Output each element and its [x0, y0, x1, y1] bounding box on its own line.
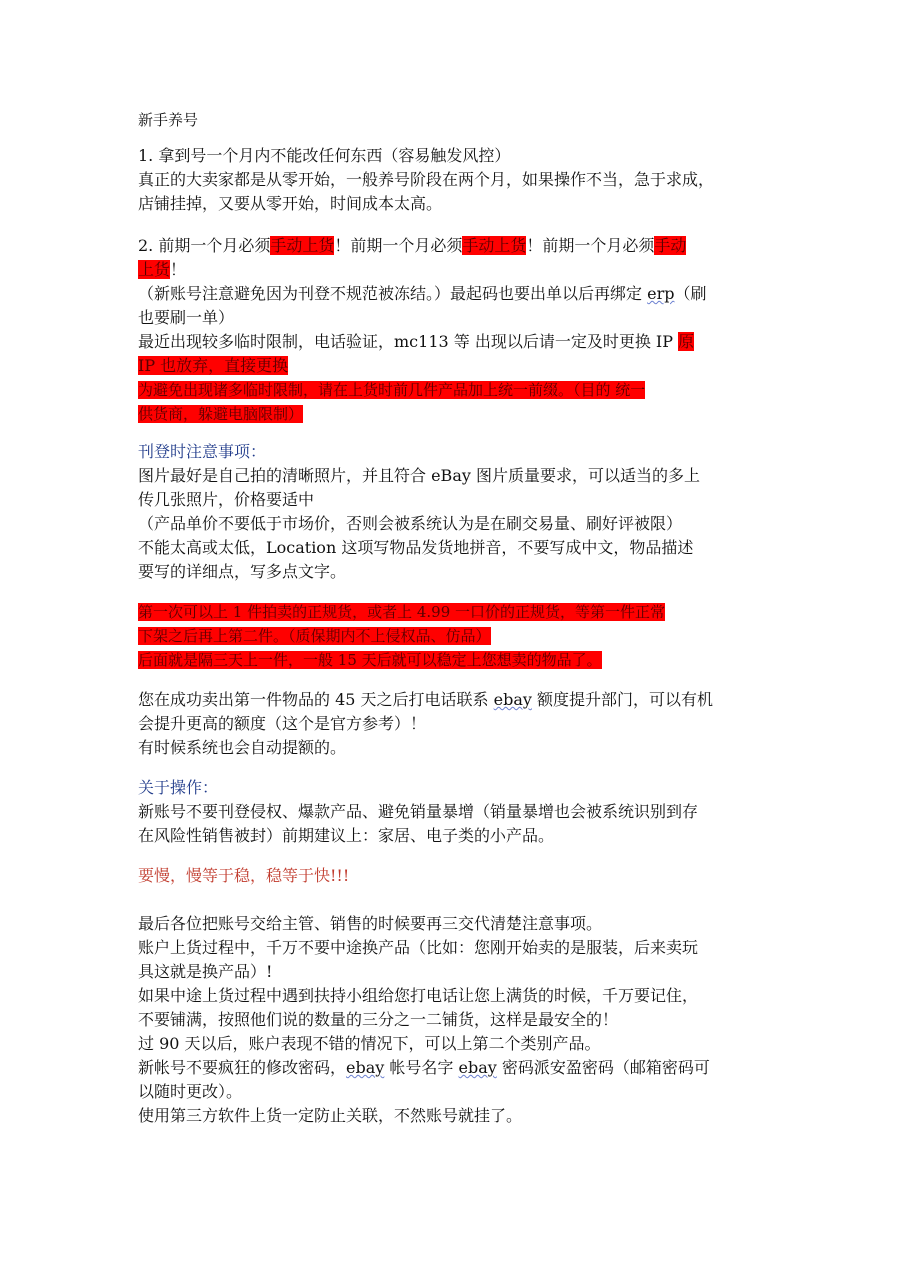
s2-line-7 [138, 378, 645, 402]
s4-line-1 [138, 600, 665, 624]
s7-line-6: 过 90 天以后，账户表现不错的情况下，可以上第二个类别产品。 [138, 1034, 601, 1053]
spell-underlined-word: ebay [493, 690, 532, 709]
highlight-manual-upload: 手动上货 [270, 236, 335, 255]
listing-tips-heading: 刊登时注意事项： [138, 442, 267, 461]
s2-line-1: 2. 前期一个月必须手动上货！前期一个月必须手动上货！前期一个月必须手动 [138, 236, 687, 255]
slogan: 要慢，慢等于稳，稳等于快!!! [138, 866, 350, 885]
s6-line-2: 在风险性销售被封）前期建议上：家居、电子类的小产品。 [138, 826, 555, 845]
s2-line-2: 上货！ [138, 260, 187, 279]
s3-line-4: 不能太高或太低，Location 这项写物品发货地拼音，不要写成中文，物品描述 [138, 538, 694, 557]
highlight-first-item-tip: 第一次可以上 1 件拍卖的正规货，或者上 4.99 一口价的正规货，等第一件正常 [138, 603, 666, 621]
s3-line-2: 传几张照片，价格要适中 [138, 490, 315, 509]
s5-line-1: 您在成功卖出第一件物品的 45 天之后打电话联系 ebay 额度提升部门，可以有机 [138, 690, 714, 709]
s3-line-5: 要写的详细点，写多点文字。 [138, 562, 347, 581]
operations-heading: 关于操作： [138, 778, 219, 797]
s2-line-4: 也要刷一单） [138, 308, 235, 327]
s4-line-3 [138, 648, 602, 672]
highlight-first-item-tip: 下架之后再上第二件。（质保期内不上侵权品、仿品） [138, 627, 491, 645]
highlight-manual-upload: 上货 [138, 260, 171, 279]
s7-line-5: 不要铺满，按照他们说的数量的三分之一二铺货，这样是最安全的！ [138, 1010, 619, 1029]
s1-line-1: 1. 拿到号一个月内不能改任何东西（容易触发风控） [138, 146, 511, 165]
s7-line-7: 新帐号不要疯狂的修改密码，ebay 帐号名字 ebay 密码派安盈密码（邮箱密码可 [138, 1058, 710, 1077]
spell-underlined-word: ebay [346, 1058, 385, 1077]
s2-line-8 [138, 402, 303, 426]
highlight-ip-warning: IP 也放弃，直接更换 [138, 356, 289, 375]
s4-line-2 [138, 624, 491, 648]
s7-line-4: 如果中途上货过程中遇到扶持小组给您打电话让您上满货的时候，千万要记住， [138, 986, 699, 1005]
s1-line-2: 真正的大卖家都是从零开始，一般养号阶段在两个月，如果操作不当，急于求成， [138, 170, 715, 189]
highlight-manual-upload: 手动 [654, 236, 687, 255]
s2-line-5: 最近出现较多临时限制，电话验证，mc113 等 出现以后请一定及时更换 IP 原 [138, 332, 695, 351]
s1-line-3: 店铺挂掉，又要从零开始，时间成本太高。 [138, 194, 443, 213]
doc-title: 新手养号 [138, 111, 199, 129]
s5-line-3: 有时候系统也会自动提额的。 [138, 738, 347, 757]
highlight-manual-upload: 手动上货 [462, 236, 527, 255]
s2-line-6 [138, 354, 288, 378]
s3-line-3: （产品单价不要低于市场价，否则会被系统认为是在刷交易量、刷好评被限） [138, 514, 683, 533]
s7-line-9: 使用第三方软件上货一定防止关联，不然账号就挂了。 [138, 1106, 523, 1125]
s7-line-8: 以随时更改）。 [138, 1082, 243, 1101]
highlight-first-item-tip: 后面就是隔三天上一件，一般 15 天后就可以稳定上您想卖的物品了。 [138, 651, 602, 669]
s3-line-1: 图片最好是自己拍的清晰照片，并且符合 eBay 图片质量要求，可以适当的多上 [138, 466, 700, 485]
spell-underlined-word: ebay [458, 1058, 497, 1077]
s7-line-2: 账户上货过程中，千万不要中途换产品（比如：您刚开始卖的是服装，后来卖玩 [138, 938, 699, 957]
highlight-prefix-tip: 供货商，躲避电脑限制） [138, 405, 304, 423]
spell-underlined-word: erp [647, 284, 675, 303]
highlight-prefix-tip: 为避免出现诸多临时限制，请在上货时前几件产品加上统一前缀。（目的 统一 [138, 381, 646, 399]
highlight-ip-warning: 原 [678, 332, 695, 351]
s5-line-2: 会提升更高的额度（这个是官方参考）！ [138, 714, 427, 733]
s6-line-1: 新账号不要刊登侵权、爆款产品、避免销量暴增（销量暴增也会被系统识别到存 [138, 802, 699, 821]
s7-line-3: 具这就是换产品）! [138, 962, 273, 981]
s2-line-3: （新账号注意避免因为刊登不规范被冻结。）最起码也要出单以后再绑定 erp（刷 [138, 284, 707, 303]
s7-line-1: 最后各位把账号交给主管、销售的时候要再三交代清楚注意事项。 [138, 914, 603, 933]
